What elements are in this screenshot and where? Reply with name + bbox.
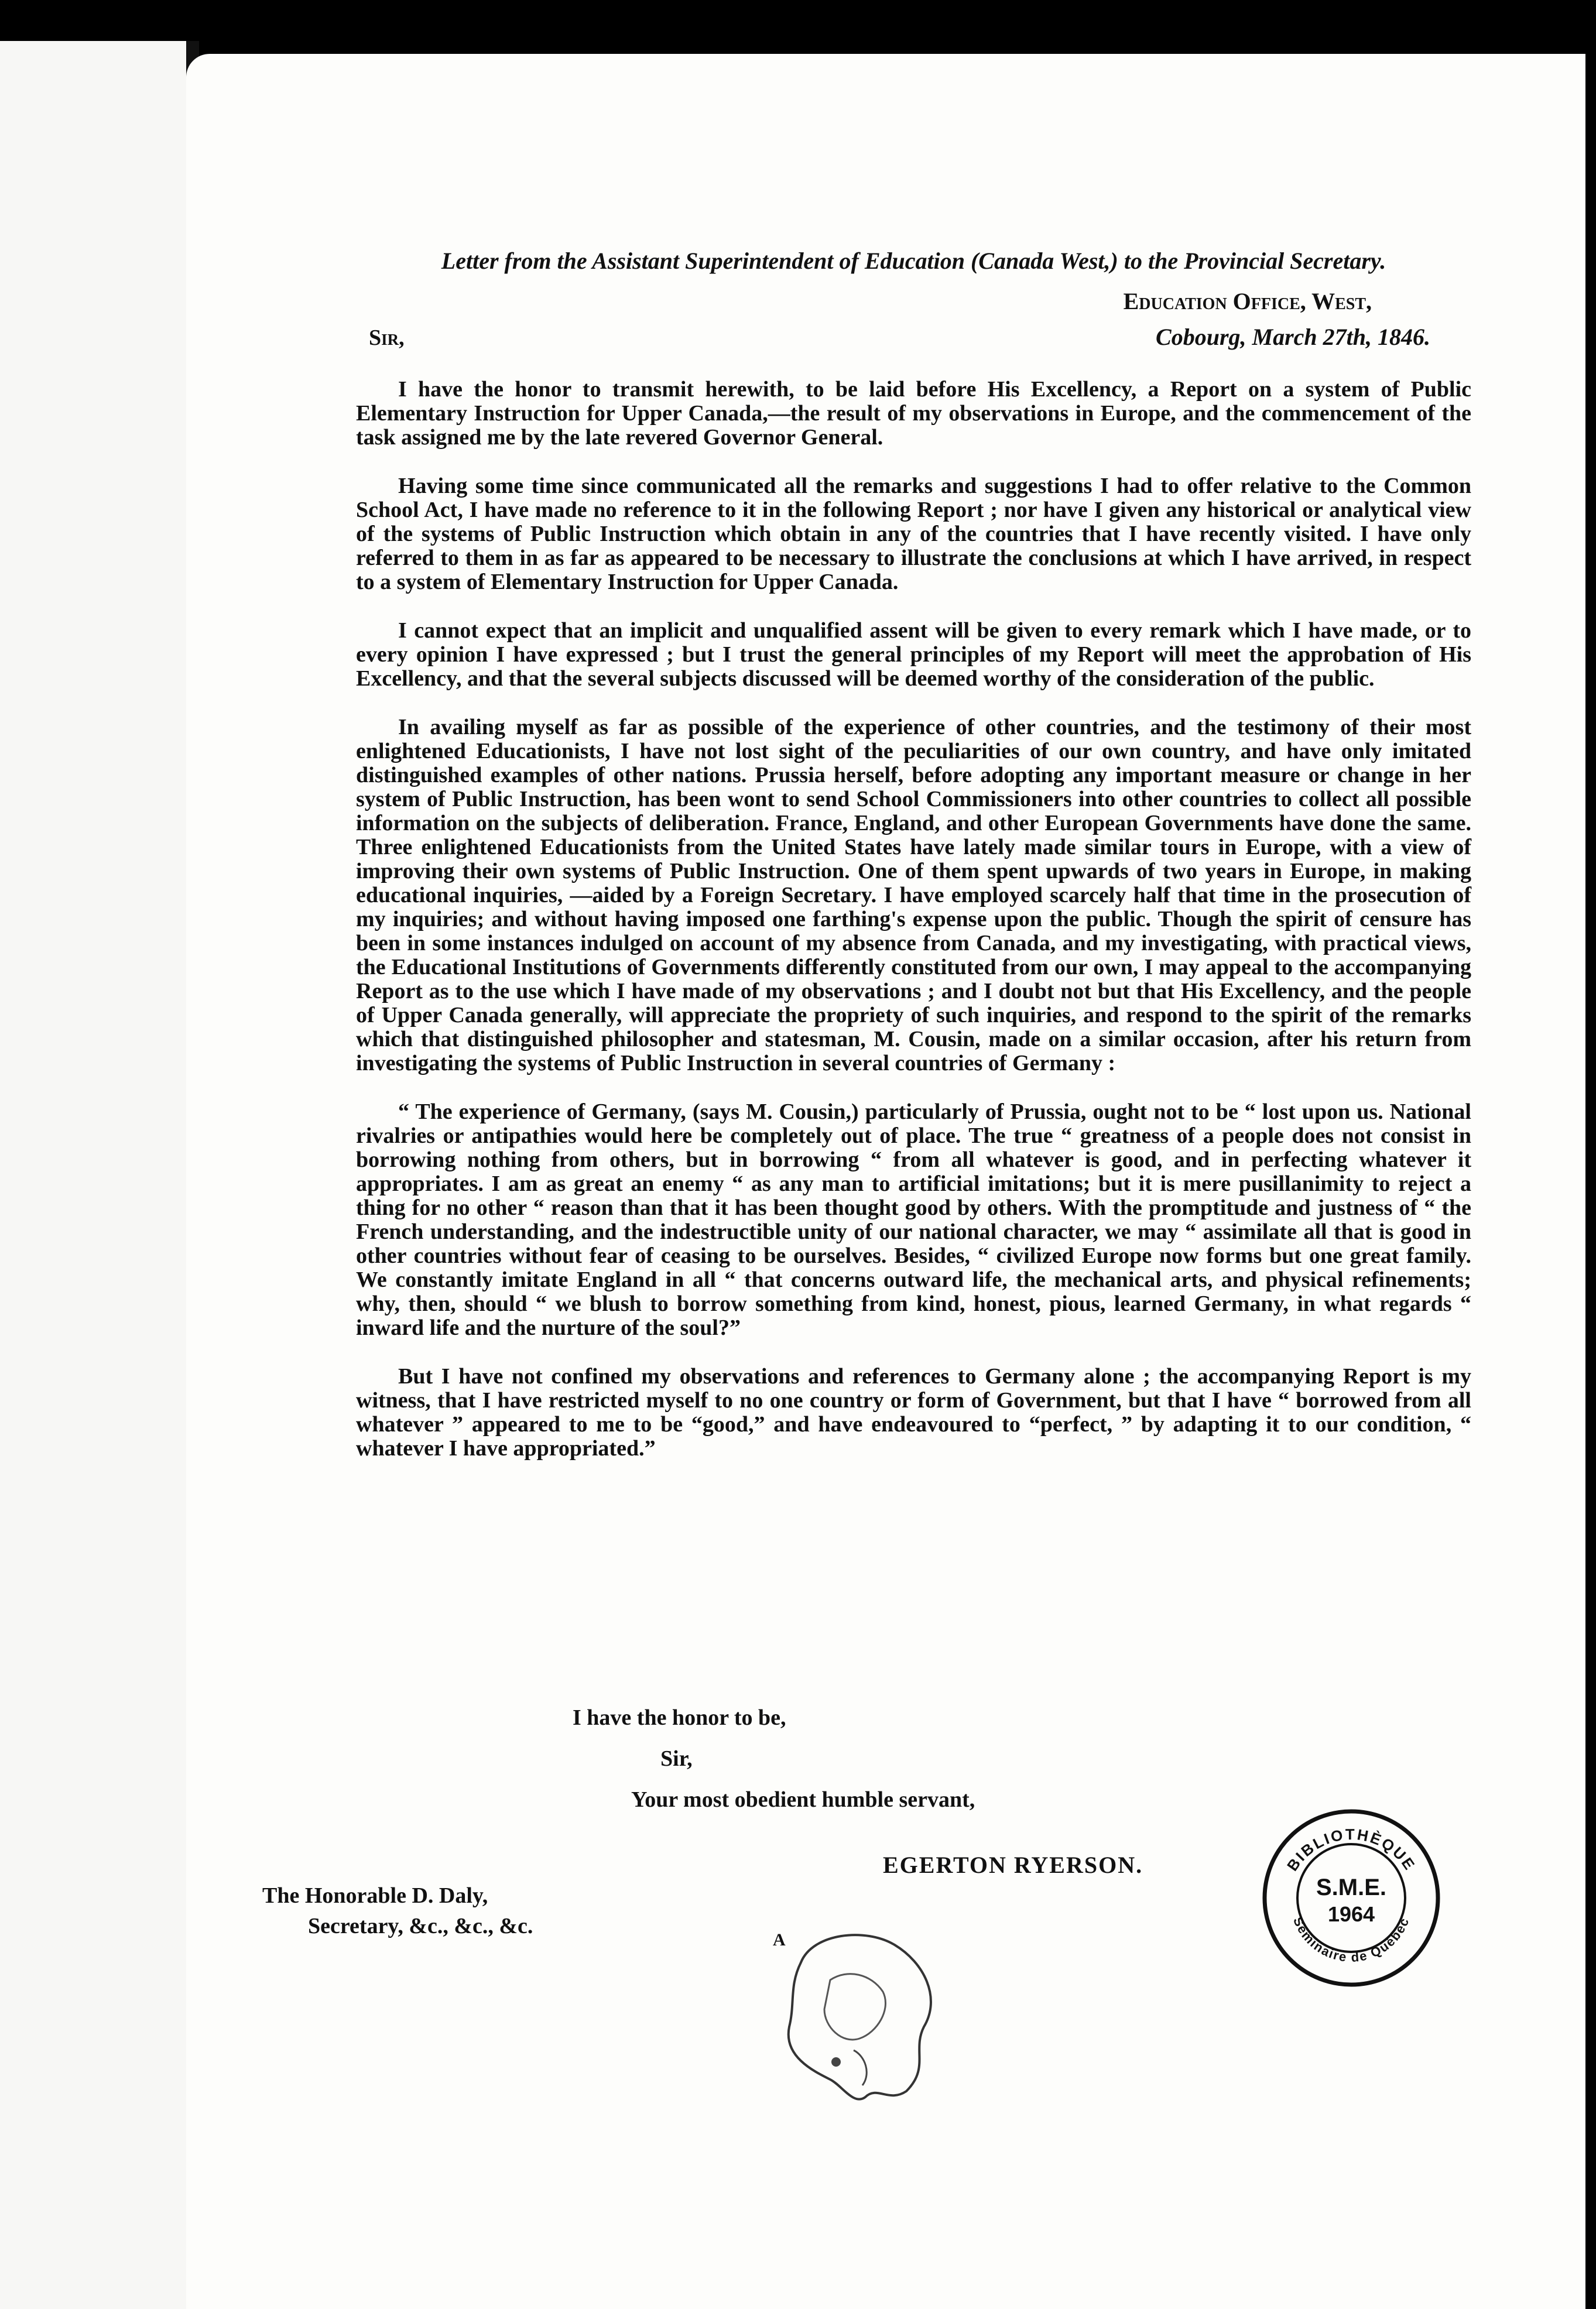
signature-name: EGERTON RYERSON. (883, 1852, 1143, 1878)
stamp-center-line-2: 1964 (1327, 1902, 1375, 1926)
date-row (356, 323, 1471, 351)
paragraph-3: I cannot expect that an implicit and unqualified assent will be given to every remark which I have made, or to every opinion I have expressed ; but I trust the general principles of my Report will meet the approbation of His Excellency, and that the several subjects discussed will be deemed worthy of the consideration of the public. (356, 618, 1471, 691)
letter-date: Cobourg, March 27th, 1846. (1156, 324, 1430, 350)
paragraph-2: Having some time since communicated all the remarks and suggestions I had to offer relative to the Common School Act, I have made no reference to it in the following Report ; nor have I given any historical or analytical view of the systems of Public Instruction which obtain in any of the countries that I have recently visited. I have only referred to them in as far as appeared to be necessary to illustrate the conclusions at which I have arrived, in respect to a system of Elementary Instruction for Upper Canada. (356, 474, 1471, 594)
stamp-bottom-arc: Séminaire de Québec (1290, 1914, 1412, 1965)
ink-stain (766, 1916, 953, 2109)
signature-mark: A (773, 1930, 786, 1950)
document-page (186, 54, 1585, 2309)
addressee-block (262, 1880, 533, 1941)
stamp-top-arc: BIBLIOTHÈQUE (1283, 1825, 1419, 1875)
closing-line-1: I have the honor to be, (573, 1705, 786, 1730)
stamp-center-line-1: S.M.E. (1316, 1875, 1387, 1900)
letter-heading: Letter from the Assistant Superintendent of Education (Canada West,) to the Provincial Secretary. (441, 248, 1386, 274)
salutation: Sir, (369, 326, 405, 350)
office-line: Education Office, West, (1123, 288, 1372, 314)
library-stamp (1258, 1804, 1445, 1992)
paragraph-1: I have the honor to transmit herewith, to be laid before His Excellency, a Report on a system of Public Elementary Instruction for Upper Canada,—the result of my observations in Europe, and the commencement of the task assigned me by the late revered Governor General. (356, 377, 1471, 450)
addressee-title: Secretary, &c., &c., &c. (308, 1914, 533, 1938)
svg-text:BIBLIOTHÈQUE (1283, 1825, 1419, 1874)
facing-page-edge (0, 41, 186, 2309)
final-paragraph: But I have not confined my observations and references to Germany alone ; the accompanying Report is my witness, that I have restricted myself to no one country or form of Government, but that I have “ borrowed from all whatever ” appeared to me to be “good,” and have endeavoured to “perfect, ” by adapting it to our condition, “ whatever I have appropriated.” (356, 1364, 1471, 1461)
letter-body (356, 247, 1471, 1485)
cousin-quote: “ The experience of Germany, (says M. Cousin,) particularly of Prussia, ought not to be “ lost upon us. National rivalries or antipathies would here be completely out of place. The true “ greatness of a people does not consist in borrowing nothing from others, but in borrowing “ from all whatever is good, and in perfecting whatever it appropriates. I am as great an enemy “ as any man to artificial imitations; but it is mere pusillanimity to reject a thing for no other “ reason than that it has been thought good by others. With the promptitude and justness of “ the French understanding, and the indestructible unity of our national character, we may “ assimilate all that is good in other countries without fear of ceasing to be ourselves. Besides, “ civilized Europe now forms but one great family. We constantly imitate England in all “ that concerns outward life, the mechanical arts, and physical refinements; why, then, should “ we blush to borrow something from kind, honest, pious, learned Germany, in what regards “ inward life and the nurture of the soul?” (356, 1099, 1471, 1340)
closing-line-2: Sir, (660, 1746, 693, 1771)
addressee-name: The Honorable D. Daly, (262, 1883, 488, 1908)
closing-line-3: Your most obedient humble servant, (631, 1787, 975, 1812)
paragraph-4: In availing myself as far as possible of the experience of other countries, and the testimony of their most enlightened Educationists, I have not lost sight of the peculiarities of our own country, and have only imitated distinguished examples of other nations. Prussia herself, before adopting any important measure or change in her system of Public Instruction, has been wont to send School Commissioners into other countries to collect all possible information on the subjects of deliberation. France, England, and other European Governments have done the same. Three enlightened Educationists from the United States have lately made similar tours in Europe, with a view of improving their own systems of Public Instruction. One of them spent upwards of two years in Europe, in making educational inquiries, —aided by a Foreign Secretary. I have employed scarcely half that time in the prosecution of my inquiries; and without having imposed one farthing's expense upon the public. Though the spirit of censure has been in some instances indulged on account of my absence from Canada, and my investigating, with practical views, the Educational Institutions of Governments differently constituted from our own, I may appeal to the accompanying Report as to the use which I have made of my observations ; and I doubt not but that His Excellency, and the people of Upper Canada generally, will appreciate the propriety of such inquiries, and respond to the spirit of the remarks which that distinguished philosopher and statesman, M. Cousin, made on a similar occasion, after his return from investigating the systems of Public Instruction in several countries of Germany : (356, 715, 1471, 1075)
